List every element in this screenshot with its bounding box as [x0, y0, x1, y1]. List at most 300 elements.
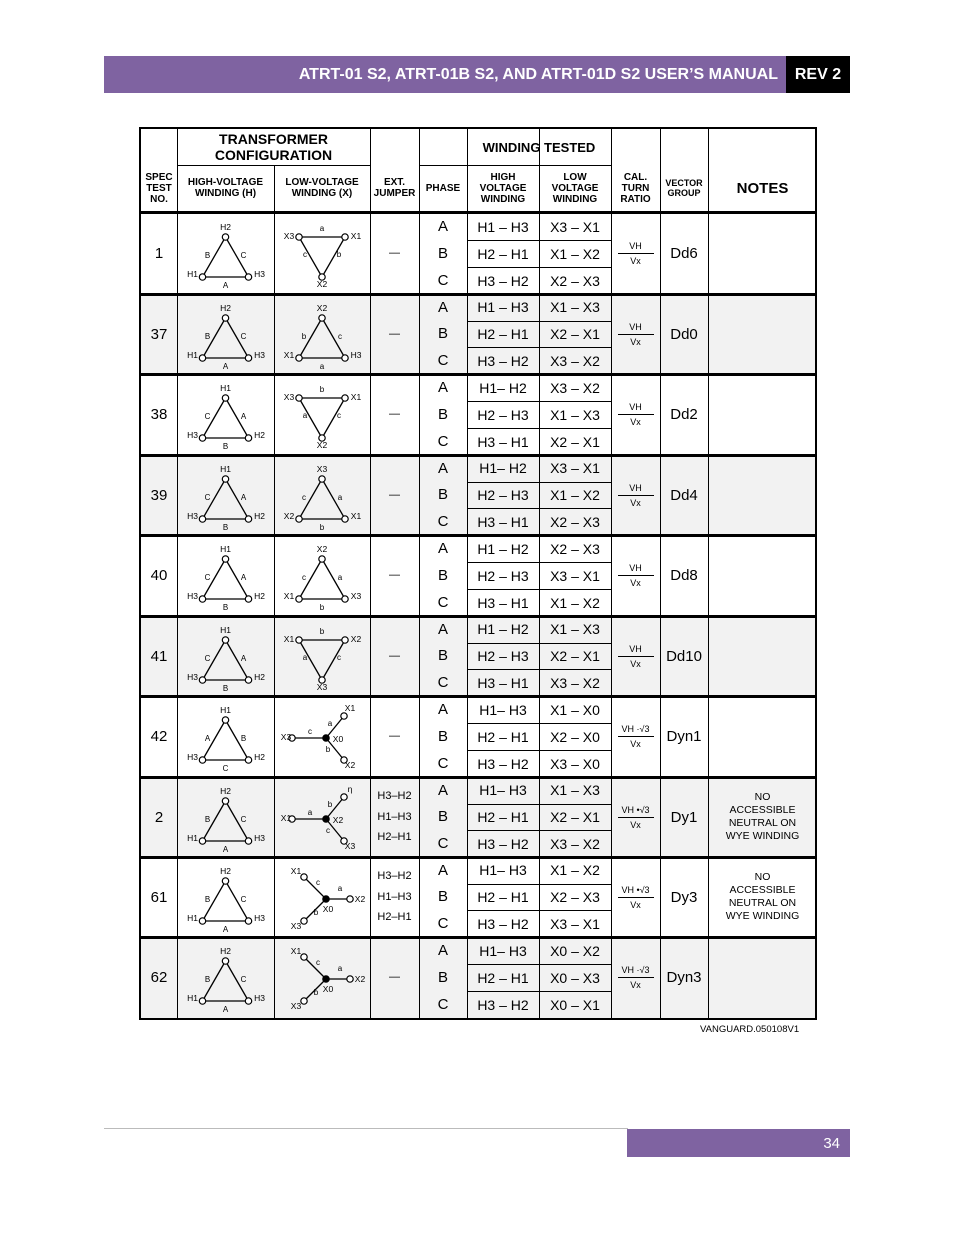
- terminal-node: [323, 735, 329, 741]
- terminal-label: X1: [283, 591, 295, 601]
- high-voltage-winding: H3 – H1: [477, 433, 529, 450]
- terminal-label: X0: [322, 904, 334, 914]
- header-hv: [177, 165, 274, 211]
- spec-test-number: 2: [154, 808, 164, 826]
- ext-jumper-list: [389, 565, 400, 586]
- terminal-label: X2: [354, 974, 366, 984]
- phase-label: C: [204, 654, 211, 663]
- terminal-node: [222, 637, 228, 643]
- high-voltage-winding: H1– H2: [479, 460, 527, 477]
- phase-label: a: [307, 808, 313, 817]
- phase-label: C: [204, 573, 211, 582]
- terminal-node: [296, 516, 302, 522]
- ext-jumper-list: [389, 485, 400, 506]
- terminal-label: X1: [280, 813, 292, 823]
- phase-label: C: [437, 513, 449, 531]
- turn-ratio-cell: [611, 937, 660, 1018]
- phase-label: A: [437, 459, 448, 477]
- terminal-label: X1: [350, 231, 362, 241]
- ext-jumper-cell: [370, 616, 419, 696]
- turn-ratio-fraction: [618, 483, 654, 508]
- terminal-label: X2: [344, 760, 356, 770]
- notes-cell: [708, 696, 817, 777]
- ext-jumper-cell: [370, 213, 419, 294]
- high-voltage-winding: H3 – H1: [477, 513, 529, 530]
- winding-rule: [467, 267, 611, 268]
- terminal-node: [222, 798, 228, 804]
- terminal-label: H1: [220, 625, 231, 635]
- high-voltage-winding: H3 – H2: [477, 915, 529, 932]
- terminal-label: X1: [290, 866, 302, 876]
- terminal-label: H3: [254, 269, 265, 279]
- header-cal-line: TURN: [621, 182, 650, 194]
- winding-rule: [467, 562, 611, 563]
- header-cal: [611, 165, 660, 211]
- high-voltage-winding: H1– H3: [479, 701, 527, 718]
- ratio-numerator: VH ·√3: [621, 724, 650, 734]
- wye-winding-diagram: [274, 939, 370, 1016]
- header-config: [177, 129, 370, 165]
- winding-rule: [467, 991, 611, 992]
- terminal-label: H1: [220, 383, 231, 393]
- terminal-node: [199, 274, 205, 280]
- phase-label: C: [222, 764, 229, 773]
- terminal-label: X0: [332, 734, 344, 744]
- page-number: 34: [823, 1134, 840, 1152]
- hv-winding-cell: [177, 618, 274, 694]
- terminal-label: X2: [354, 894, 366, 904]
- high-voltage-winding: H2 – H3: [477, 486, 529, 503]
- spec-test-number: 1: [154, 245, 164, 262]
- terminal-label: H2: [220, 946, 231, 956]
- terminal-label: H1: [220, 705, 231, 715]
- terminal-label: H2: [254, 672, 265, 682]
- delta-winding-diagram: [177, 457, 274, 533]
- ratio-numerator: VH ·√3: [621, 965, 650, 975]
- terminal-label: X3: [280, 732, 292, 742]
- header-notes: NOTES: [736, 179, 789, 197]
- terminal-node: [342, 395, 348, 401]
- spec-test-number: 41: [150, 647, 168, 665]
- ratio-numerator: VH •√3: [621, 804, 650, 815]
- lv-winding-cell: [274, 215, 370, 292]
- vector-group: Dyn1: [666, 728, 702, 745]
- terminal-label: X2: [316, 303, 328, 313]
- header-low: [539, 165, 611, 211]
- hv-winding-cell: [177, 457, 274, 533]
- spec-test-number: 61: [150, 888, 168, 906]
- terminal-node: [222, 958, 228, 964]
- phase-label: B: [437, 808, 448, 826]
- header-high-text: [480, 172, 527, 205]
- phase-label: A: [204, 734, 211, 743]
- ext-jumper-value: H2–H1: [377, 831, 412, 844]
- winding-rule: [467, 910, 611, 911]
- terminal-node: [342, 516, 348, 522]
- winding-rule: [467, 723, 611, 724]
- high-voltage-winding: H1– H3: [479, 782, 527, 799]
- phase-label: b: [313, 908, 319, 917]
- high-voltage-winding: H2 – H3: [477, 406, 529, 423]
- phase-label: B: [437, 888, 448, 906]
- hv-winding-cell: [177, 698, 274, 775]
- terminal-node: [301, 998, 307, 1004]
- terminal-node: [347, 896, 353, 902]
- high-voltage-winding: H2 – H1: [477, 808, 529, 825]
- ratio-numerator: VH: [629, 563, 642, 573]
- terminal-label: X3: [316, 682, 328, 692]
- phase-label: A: [437, 701, 448, 718]
- phase-label: A: [240, 412, 247, 421]
- low-voltage-winding: X2 – X3: [550, 888, 600, 905]
- phase-label: A: [437, 540, 448, 557]
- phase-label: B: [437, 647, 448, 665]
- winding-rule: [467, 401, 611, 402]
- turn-ratio-fraction: [618, 241, 654, 266]
- notes-line: ACCESSIBLE: [729, 803, 796, 816]
- terminal-label: η: [347, 784, 353, 794]
- header-high-line: VOLTAGE: [479, 182, 527, 194]
- phase-label: B: [437, 245, 448, 262]
- header-config-line: CONFIGURATION: [214, 147, 333, 163]
- ext-jumper-value: —: [389, 569, 400, 582]
- notes-cell: [708, 857, 817, 937]
- header-ext-line: JUMPER: [373, 188, 416, 199]
- phase-label: b: [319, 385, 325, 394]
- terminal-label: X2: [316, 440, 328, 450]
- winding-rule: [467, 347, 611, 348]
- phase-label: C: [240, 975, 247, 984]
- terminal-label: X1: [283, 350, 295, 360]
- header-vector-line: VECTOR: [665, 178, 703, 188]
- high-voltage-winding: H2 – H3: [477, 567, 529, 584]
- terminal-node: [245, 998, 251, 1004]
- turn-ratio-fraction: [618, 724, 654, 749]
- winding-rule: [467, 240, 611, 241]
- ext-jumper-list: [389, 324, 400, 345]
- terminal-node: [245, 838, 251, 844]
- phase-label: A: [222, 925, 229, 934]
- winding-rule: [467, 589, 611, 590]
- phase-label: b: [327, 800, 333, 809]
- phase-label: A: [437, 298, 448, 316]
- ext-jumper-list: [377, 786, 411, 849]
- lv-winding-cell: [274, 939, 370, 1016]
- delta-winding-diagram: [177, 779, 274, 855]
- phase-label: B: [222, 603, 229, 612]
- vector-group: Dd6: [670, 245, 698, 262]
- terminal-node: [245, 596, 251, 602]
- low-voltage-winding: X2 – X1: [550, 433, 600, 450]
- ext-jumper-list: [377, 866, 411, 929]
- terminal-node: [323, 816, 329, 822]
- phase-label: B: [204, 815, 211, 824]
- turn-ratio-cell: [611, 535, 660, 616]
- phase-label: a: [302, 411, 308, 420]
- terminal-label: H3: [254, 833, 265, 843]
- terminal-node: [222, 476, 228, 482]
- terminal-label: X3: [283, 392, 295, 402]
- lv-winding-cell: [274, 296, 370, 372]
- terminal-label: X0: [322, 984, 334, 994]
- low-voltage-winding: X3 – X2: [550, 674, 600, 691]
- phase-label: b: [301, 332, 307, 341]
- terminal-label: H2: [220, 303, 231, 313]
- phase-label: C: [437, 433, 449, 450]
- terminal-node: [222, 315, 228, 321]
- terminal-node: [319, 315, 325, 321]
- vector-group: Dd2: [670, 406, 698, 423]
- low-voltage-winding: X3 – X1: [550, 915, 600, 932]
- low-voltage-winding: X0 – X1: [550, 996, 600, 1013]
- vector-group: Dyn3: [666, 969, 702, 986]
- low-voltage-winding: X2 – X1: [550, 808, 600, 825]
- high-voltage-winding: H3 – H1: [477, 594, 529, 611]
- terminal-node: [245, 757, 251, 763]
- winding-rule: [467, 669, 611, 670]
- notes-cell: [708, 455, 817, 535]
- low-voltage-winding: X2 – X1: [550, 325, 600, 342]
- winding-rule: [467, 964, 611, 965]
- terminal-label: H3: [254, 993, 265, 1003]
- ext-jumper-value: —: [389, 408, 400, 421]
- phase-label: A: [222, 845, 229, 854]
- high-voltage-winding: H1 – H2: [477, 540, 529, 557]
- lv-winding-cell: [274, 457, 370, 533]
- phase-label: C: [204, 493, 211, 502]
- terminal-node: [199, 435, 205, 441]
- phase-label: A: [437, 620, 448, 638]
- high-voltage-winding: H2 – H1: [477, 969, 529, 986]
- lv-winding-cell: [274, 618, 370, 694]
- turn-ratio-cell: [611, 294, 660, 374]
- ratio-denominator: Vx: [630, 658, 641, 669]
- phase-label: c: [337, 411, 341, 420]
- header-cal-text: [620, 172, 650, 205]
- delta-winding-diagram: [274, 376, 370, 453]
- header-high-line: HIGH: [490, 171, 516, 183]
- turn-ratio-fraction: [618, 885, 654, 910]
- ratio-numerator: VH: [629, 482, 642, 493]
- ext-jumper-value: —: [389, 730, 400, 743]
- phase-label: c: [302, 573, 306, 582]
- header-hv-text: [188, 177, 263, 199]
- phase-label: B: [204, 251, 211, 260]
- terminal-node: [199, 757, 205, 763]
- phase-label: a: [319, 224, 325, 233]
- low-voltage-winding: X3 – X0: [550, 755, 600, 772]
- terminal-node: [319, 476, 325, 482]
- phase-label: b: [319, 523, 325, 532]
- wye-winding-diagram: [274, 779, 370, 855]
- terminal-label: H1: [187, 993, 198, 1003]
- header-hv-line: HIGH-VOLTAGE: [187, 177, 264, 188]
- notes-text: [726, 791, 800, 844]
- terminal-label: X2: [332, 815, 344, 825]
- winding-rule: [467, 321, 611, 322]
- header-vector-line: GROUP: [667, 188, 701, 198]
- terminal-label: X1: [290, 946, 302, 956]
- phase-label: b: [325, 745, 331, 754]
- terminal-node: [342, 234, 348, 240]
- low-voltage-winding: X3 – X1: [550, 218, 600, 235]
- phase-label: A: [222, 362, 229, 371]
- header-lv-line: LOW-VOLTAGE: [285, 177, 359, 188]
- ratio-denominator: Vx: [630, 980, 641, 990]
- terminal-label: H3: [187, 430, 198, 440]
- turn-ratio-cell: [611, 455, 660, 535]
- header-lv-text: [285, 177, 358, 199]
- lv-winding-cell: [274, 698, 370, 775]
- terminal-label: H3: [254, 350, 265, 360]
- header-high-line: WINDING: [480, 193, 526, 205]
- low-voltage-winding: X0 – X2: [550, 942, 600, 959]
- winding-line: [322, 640, 345, 680]
- phase-label: c: [302, 493, 306, 502]
- header-spec: [141, 165, 177, 211]
- terminal-label: X1: [350, 392, 362, 402]
- ratio-denominator: Vx: [630, 417, 641, 427]
- ext-jumper-value: H3–H2: [377, 789, 412, 802]
- low-voltage-winding: X1 – X2: [550, 245, 600, 262]
- header-low-line: LOW: [563, 171, 587, 183]
- phase-label: c: [303, 250, 307, 259]
- terminal-label: H2: [220, 222, 231, 232]
- ext-jumper-value: —: [389, 971, 400, 984]
- spec-test-number: 42: [150, 728, 168, 745]
- phase-label: B: [222, 442, 229, 451]
- turn-ratio-cell: [611, 696, 660, 777]
- phase-label: a: [319, 362, 325, 371]
- phase-label: B: [437, 728, 448, 745]
- ratio-numerator: VH: [629, 402, 642, 412]
- phase-label: A: [240, 573, 247, 582]
- spec-test-number: 62: [150, 969, 168, 986]
- delta-winding-diagram: [177, 215, 274, 292]
- vector-group: Dd4: [670, 486, 698, 504]
- phase-label: a: [327, 719, 333, 728]
- terminal-node: [323, 976, 329, 982]
- vector-group-table: [139, 127, 817, 1020]
- turn-ratio-fraction: [618, 965, 654, 990]
- terminal-label: H1: [187, 913, 198, 923]
- phase-label: A: [437, 218, 448, 235]
- terminal-label: H3: [187, 591, 198, 601]
- winding-line: [304, 957, 326, 979]
- header-lv: [274, 165, 370, 211]
- phase-label: C: [437, 594, 449, 611]
- terminal-label: H2: [254, 430, 265, 440]
- hv-winding-cell: [177, 215, 274, 292]
- terminal-label: H1: [220, 464, 231, 474]
- terminal-node: [342, 637, 348, 643]
- terminal-label: H2: [254, 752, 265, 762]
- ratio-denominator: Vx: [630, 819, 641, 830]
- terminal-node: [199, 596, 205, 602]
- high-voltage-winding: H2 – H1: [477, 728, 529, 745]
- phase-label: B: [240, 734, 247, 743]
- phase-label: C: [437, 674, 449, 692]
- phase-label: B: [437, 325, 448, 343]
- lv-winding-cell: [274, 859, 370, 935]
- ext-jumper-cell: [370, 374, 419, 455]
- spec-test-number: 39: [150, 486, 168, 504]
- terminal-label: H1: [220, 544, 231, 554]
- terminal-node: [222, 395, 228, 401]
- terminal-label: X3: [290, 921, 302, 931]
- terminal-label: X1: [350, 511, 362, 521]
- header-winding-tested: WINDING TESTED: [482, 139, 596, 155]
- phase-label: a: [337, 964, 343, 973]
- low-voltage-winding: X3 – X2: [550, 352, 600, 369]
- phase-label: C: [437, 352, 449, 370]
- lv-winding-cell: [274, 537, 370, 614]
- terminal-node: [222, 234, 228, 240]
- terminal-label: H1: [187, 833, 198, 843]
- ext-jumper-value: —: [389, 649, 400, 662]
- low-voltage-winding: X2 – X1: [550, 647, 600, 664]
- ratio-numerator: VH: [629, 241, 642, 251]
- terminal-label: H3: [187, 672, 198, 682]
- header-ext-line: EXT.: [383, 177, 406, 188]
- phase-label: B: [204, 895, 211, 904]
- turn-ratio-cell: [611, 374, 660, 455]
- terminal-node: [301, 918, 307, 924]
- high-voltage-winding: H3 – H1: [477, 674, 529, 691]
- header-high: [467, 165, 539, 211]
- terminal-node: [296, 234, 302, 240]
- notes-cell: [708, 937, 817, 1018]
- ratio-denominator: Vx: [630, 899, 641, 910]
- delta-winding-diagram: [177, 859, 274, 935]
- terminal-label: X3: [344, 841, 356, 851]
- footer-rule: [104, 1128, 628, 1129]
- winding-rule: [467, 643, 611, 644]
- terminal-node: [222, 878, 228, 884]
- phase-label: a: [302, 653, 308, 662]
- terminal-node: [319, 556, 325, 562]
- vector-group: Dd10: [666, 647, 702, 665]
- ext-jumper-list: [389, 726, 400, 747]
- low-voltage-winding: X3 – X2: [550, 379, 600, 396]
- notes-line: ACCESSIBLE: [729, 883, 796, 896]
- turn-ratio-cell: [611, 777, 660, 857]
- delta-winding-diagram: [274, 296, 370, 372]
- phase-label: a: [337, 573, 343, 582]
- phase-label: c: [338, 332, 342, 341]
- ext-jumper-cell: [370, 857, 419, 937]
- hv-winding-cell: [177, 537, 274, 614]
- terminal-node: [245, 435, 251, 441]
- ext-jumper-value: H3–H2: [377, 869, 412, 882]
- phase-label: b: [319, 627, 325, 636]
- header-cal-line: CAL.: [623, 171, 648, 183]
- terminal-label: H3: [254, 913, 265, 923]
- phase-label: c: [316, 958, 320, 967]
- terminal-node: [323, 896, 329, 902]
- phase-label: C: [437, 996, 449, 1013]
- header-low-text: [552, 172, 599, 205]
- notes-line: NEUTRAL ON: [728, 817, 797, 829]
- low-voltage-winding: X2 – X3: [550, 272, 600, 289]
- high-voltage-winding: H2 – H1: [477, 245, 529, 262]
- high-voltage-winding: H1– H3: [479, 862, 527, 879]
- header-title-bar: [104, 56, 786, 93]
- notes-cell: [708, 374, 817, 455]
- phase-label: A: [437, 942, 448, 959]
- phase-label: A: [437, 861, 448, 879]
- ext-jumper-list: [389, 243, 400, 264]
